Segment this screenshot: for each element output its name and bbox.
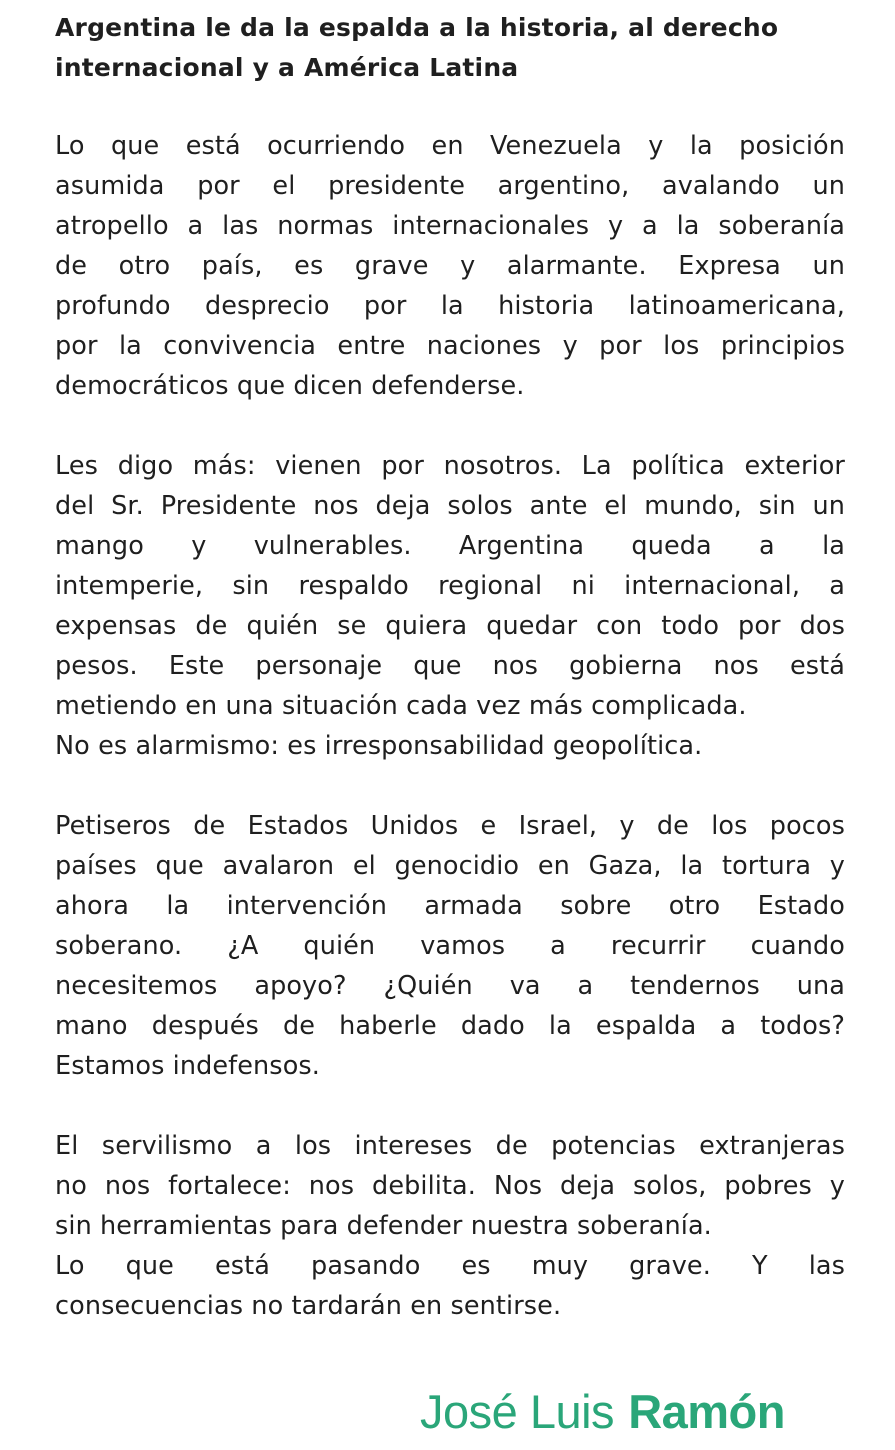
paragraph-4-line: Lo que está pasando es muy grave. Y las	[55, 1251, 845, 1281]
paragraph-2-line: Les digo más: vienen por nosotros. La política exterior	[55, 451, 845, 481]
paragraph-1	[55, 126, 845, 406]
title-line-2: internacional y a América Latina	[55, 53, 519, 82]
document-title	[55, 8, 845, 88]
paragraph-3-line: mano después de haberle dado la espalda a todos?	[55, 1011, 845, 1041]
paragraph-1-line: asumida por el presidente argentino, avalando un	[55, 171, 845, 201]
paragraph-1-line: democráticos que dicen defenderse.	[55, 371, 525, 401]
paragraph-3-line: necesitemos apoyo? ¿Quién va a tendernos una	[55, 971, 845, 1001]
paragraph-4-line: consecuencias no tardarán en sentirse.	[55, 1291, 562, 1321]
paragraph-2	[55, 446, 845, 766]
paragraph-2-line: expensas de quién se quiera quedar con todo por dos	[55, 611, 845, 641]
paragraph-1-line: profundo desprecio por la historia latinoamericana,	[55, 291, 845, 321]
paragraph-3-line: países que avalaron el genocidio en Gaza, la tortura y	[55, 851, 845, 881]
title-line-1: Argentina le da la espalda a la historia, al derecho	[55, 13, 779, 42]
paragraph-1-line: por la convivencia entre naciones y por los principios	[55, 331, 845, 361]
paragraph-2-line: mango y vulnerables. Argentina queda a la	[55, 531, 845, 561]
paragraph-3-line: Petiseros de Estados Unidos e Israel, y de los pocos	[55, 811, 845, 841]
paragraph-4-line: no nos fortalece: nos debilita. Nos deja solos, pobres y	[55, 1171, 845, 1201]
paragraph-3-line: soberano. ¿A quién vamos a recurrir cuando	[55, 931, 845, 961]
statement-document	[55, 8, 845, 1321]
paragraph-3	[55, 806, 845, 1086]
paragraph-2-line: No es alarmismo: es irresponsabilidad geopolítica.	[55, 731, 703, 761]
signature	[420, 1384, 785, 1440]
paragraph-3-line: ahora la intervención armada sobre otro Estado	[55, 891, 845, 921]
paragraph-4-line: sin herramientas para defender nuestra soberanía.	[55, 1211, 712, 1241]
paragraph-1-line: atropello a las normas internacionales y a la soberanía	[55, 211, 845, 241]
signature-first-name: José Luis	[420, 1385, 615, 1438]
paragraph-2-line: del Sr. Presidente nos deja solos ante el mundo, sin un	[55, 491, 845, 521]
signature-last-name: Ramón	[628, 1385, 785, 1438]
paragraph-1-line: de otro país, es grave y alarmante. Expresa un	[55, 251, 845, 281]
paragraph-4-line: El servilismo a los intereses de potencias extranjeras	[55, 1131, 845, 1161]
paragraph-1-line: Lo que está ocurriendo en Venezuela y la posición	[55, 131, 845, 161]
paragraph-3-line: Estamos indefensos.	[55, 1051, 320, 1081]
paragraph-2-line: pesos. Este personaje que nos gobierna nos está	[55, 651, 845, 681]
paragraph-2-line: metiendo en una situación cada vez más complicada.	[55, 691, 747, 721]
paragraph-2-line: intemperie, sin respaldo regional ni internacional, a	[55, 571, 845, 601]
paragraph-4	[55, 1126, 845, 1326]
